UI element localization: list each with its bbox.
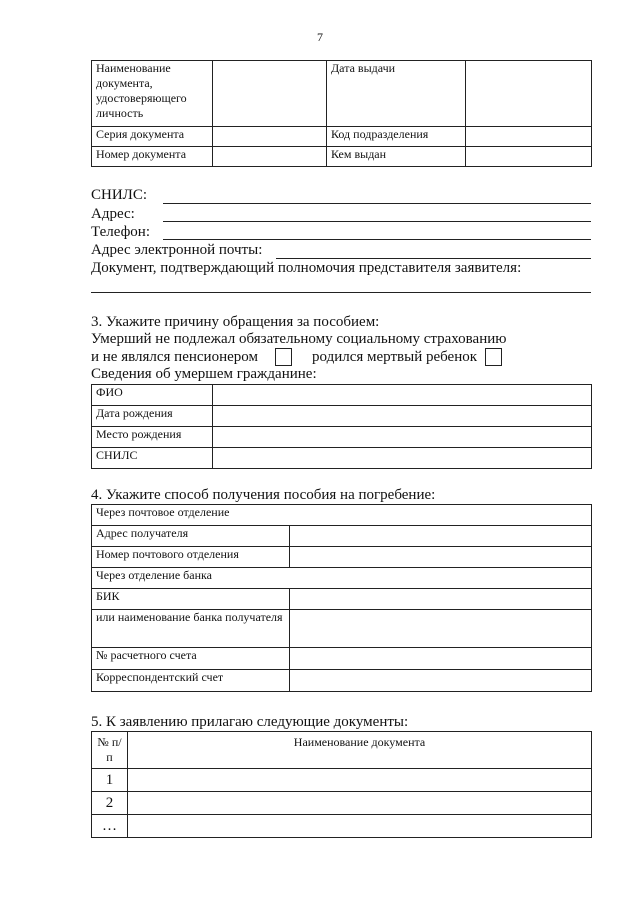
- birth-place-field[interactable]: [213, 427, 592, 448]
- stillborn-label: родился мертвый ребенок: [312, 349, 478, 365]
- stillborn-checkbox[interactable]: [485, 348, 502, 366]
- doc-number-field[interactable]: [213, 147, 327, 167]
- bank-header: Через отделение банка: [92, 568, 592, 589]
- post-office-number-label: Номер почтового отделения: [92, 547, 290, 568]
- phone-line[interactable]: [163, 239, 591, 240]
- id-doc-name-field[interactable]: [213, 61, 327, 127]
- row-number: …: [92, 815, 128, 838]
- col-doc-name-header: Наименование документа: [128, 732, 592, 769]
- doc-series-label: Серия документа: [92, 127, 213, 147]
- attachments-table: [91, 731, 592, 838]
- address-line[interactable]: [163, 221, 591, 222]
- corr-account-label: Корреспондентский счет: [92, 670, 290, 692]
- deceased-heading: Сведения об умершем гражданине:: [91, 366, 317, 382]
- account-number-field[interactable]: [290, 648, 592, 670]
- deceased-snils-label: СНИЛС: [92, 448, 213, 469]
- bik-field[interactable]: [290, 589, 592, 610]
- division-code-field[interactable]: [466, 127, 592, 147]
- reason-line1: Умерший не подлежал обязательному социальному страхованию: [91, 331, 507, 347]
- recipient-address-label: Адрес получателя: [92, 526, 290, 547]
- bank-name-field[interactable]: [290, 610, 592, 648]
- address-label: Адрес:: [91, 206, 135, 222]
- division-code-label: Код подразделения: [327, 127, 466, 147]
- post-office-number-field[interactable]: [290, 547, 592, 568]
- snils-label: СНИЛС:: [91, 187, 148, 203]
- issue-date-field[interactable]: [466, 61, 592, 127]
- representative-doc-line[interactable]: [91, 292, 591, 293]
- payment-method-table: [91, 504, 592, 692]
- fio-label: ФИО: [92, 385, 213, 406]
- section4-title: 4. Укажите способ получения пособия на погребение:: [91, 487, 436, 503]
- page-number: 7: [317, 30, 323, 44]
- attachment-field[interactable]: [128, 815, 592, 838]
- recipient-address-field[interactable]: [290, 526, 592, 547]
- row-number: 1: [92, 769, 128, 792]
- issued-by-field[interactable]: [466, 147, 592, 167]
- snils-line[interactable]: [163, 203, 591, 204]
- identity-document-table: [91, 60, 592, 167]
- corr-account-field[interactable]: [290, 670, 592, 692]
- issue-date-label: Дата выдачи: [327, 61, 466, 127]
- bik-label: БИК: [92, 589, 290, 610]
- id-doc-name-label: Наименование документа, удостоверяющего личность: [92, 61, 213, 127]
- section3-title: 3. Укажите причину обращения за пособием:: [91, 314, 380, 330]
- deceased-table: [91, 384, 592, 469]
- phone-label: Телефон:: [91, 224, 150, 240]
- account-number-label: № расчетного счета: [92, 648, 290, 670]
- doc-series-field[interactable]: [213, 127, 327, 147]
- reason-line2: и не являлся пенсионером: [91, 349, 258, 365]
- email-line[interactable]: [276, 258, 591, 259]
- birth-date-label: Дата рождения: [92, 406, 213, 427]
- deceased-snils-field[interactable]: [213, 448, 592, 469]
- attachment-field[interactable]: [128, 792, 592, 815]
- bank-name-label: или наименование банка получателя: [92, 610, 290, 648]
- attachment-field[interactable]: [128, 769, 592, 792]
- birth-place-label: Место рождения: [92, 427, 213, 448]
- fio-field[interactable]: [213, 385, 592, 406]
- email-label: Адрес электронной почты:: [91, 242, 263, 258]
- not-insured-checkbox[interactable]: [275, 348, 292, 366]
- doc-number-label: Номер документа: [92, 147, 213, 167]
- col-number-header: № п/п: [92, 732, 128, 769]
- representative-doc-label: Документ, подтверждающий полномочия представителя заявителя:: [91, 260, 522, 276]
- section5-title: 5. К заявлению прилагаю следующие документы:: [91, 714, 409, 730]
- row-number: 2: [92, 792, 128, 815]
- birth-date-field[interactable]: [213, 406, 592, 427]
- post-office-header: Через почтовое отделение: [92, 505, 592, 526]
- issued-by-label: Кем выдан: [327, 147, 466, 167]
